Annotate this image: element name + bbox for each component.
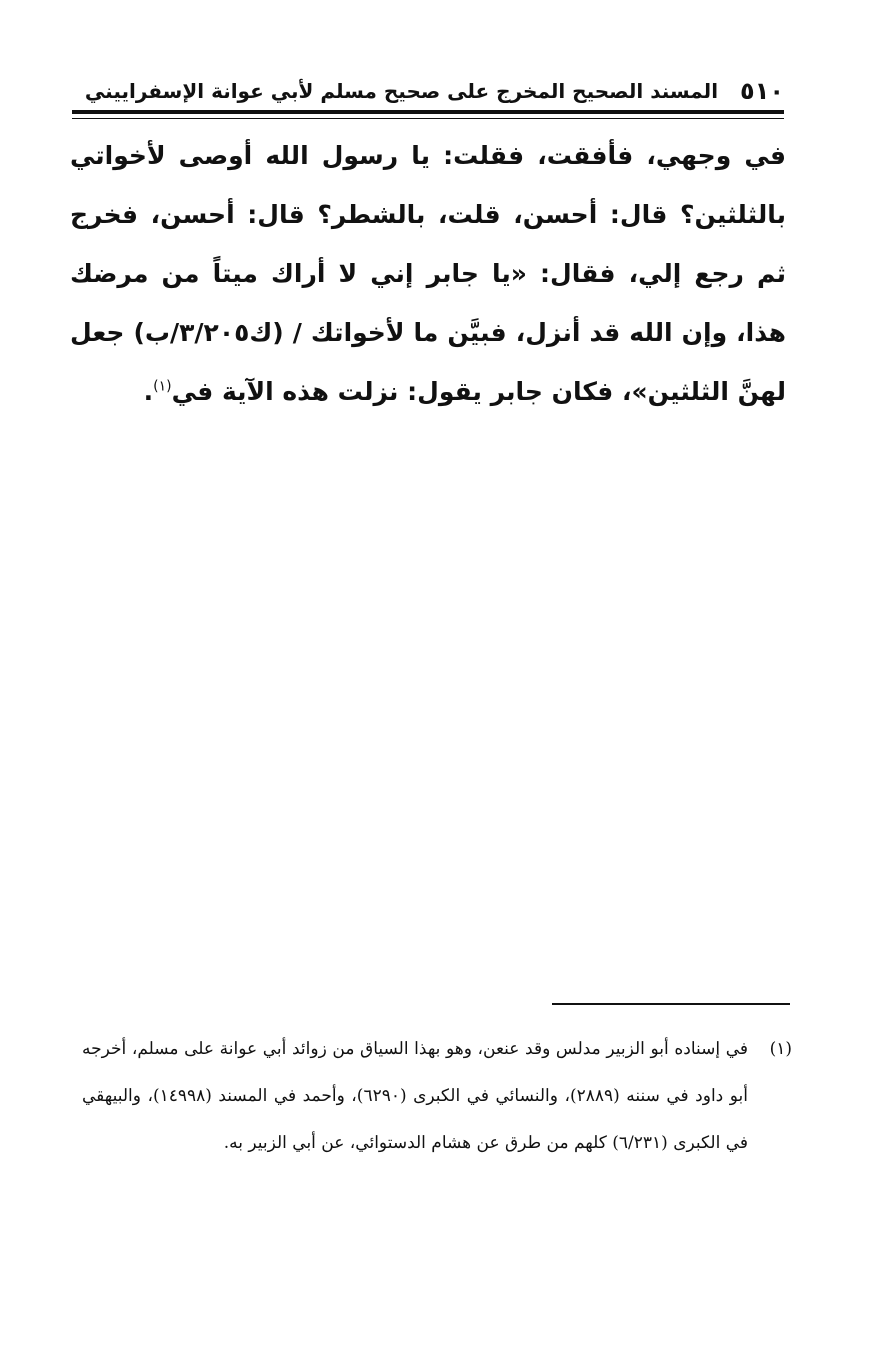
main-paragraph-text: في وجهي، فأفقت، فقلت: يا رسول الله أوصى لأخواتي بالثلثين؟ قال: أحسن، قلت، بالشطر؟ قال: أحسن، فخرج ثم رجع إلي، فقال: «يا جابر إني لا أراك ميتاً من مرضك هذا، وإن الله قد أنزل، فبيَّن ما لأخواتك / (ك٣/٢٠٥/ب) جعل لهنَّ الثلثين»، فكان جابر يقول: نزلت هذه الآية في [70,141,787,406]
page-number: ٥١٠ [740,77,784,105]
footnote-item [82,1026,792,1167]
footnotes [82,1026,792,1167]
footnote-separator [552,1003,790,1005]
main-text [70,126,786,421]
footnote-reference: (١) [153,378,172,395]
header-rule [72,110,784,114]
running-header [84,74,784,108]
footnote-label: (١) [769,1039,792,1059]
footnote-text: في إسناده أبو الزبير مدلس وقد عنعن، وهو بهذا السياق من زوائد أبي عوانة على مسلم، أخرجه أبو داود في سننه (٢٨٨٩)، والنسائي في الكبرى (٦٢٩٠)، وأحمد في المسند (١٤٩٩٨)، والبيهقي في الكبرى (٦/٢٣١) كلهم من طرق عن هشام الدستوائي، عن أبي الزبير به. [82,1039,748,1153]
header-rule-thin [72,118,784,119]
running-title: المسند الصحيح المخرج على صحيح مسلم لأبي عوانة الإسفراييني [84,79,719,103]
paragraph-end-mark: . [143,377,154,406]
main-paragraph [70,126,786,421]
